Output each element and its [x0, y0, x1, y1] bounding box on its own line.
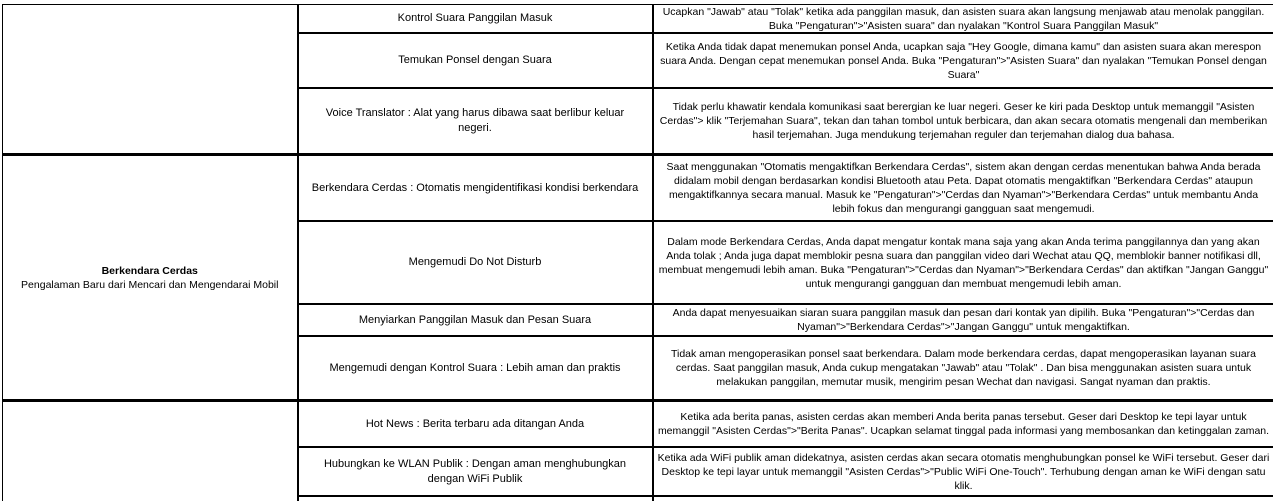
feature-cell [298, 33, 653, 88]
description-text: Dalam mode Berkendara Cerdas, Anda dapat mengatur kontak mana saja yang akan Anda terima panggilannya dan yang akan Anda tolak ; Anda juga dapat memblokir pesna suara dan panggilan video dari Wechat atau QQ, memblokir banner notifikasi dll, membuat mengemudi lebih aman. Buka "Pengaturan">"Cerdas dan Nyaman">"Berkendara Cerdas" dan aktifkan "Jangan Ganggu" untuk mengurangi gangguan dan membuat mengemudi lebih aman. [658, 235, 1269, 290]
feature-cell [298, 5, 653, 34]
table-row [3, 5, 1273, 34]
description-cell [653, 88, 1273, 155]
description-cell [653, 304, 1273, 336]
description-text: Ketika ada WiFi publik aman didekatnya, asisten cerdas akan secara otomatis menghubungkan ponsel ke WiFi tersebut. Geser dari Desktop ke tepi layar untuk memanggil "Asisten Cerdas">"Public WiFi One-Touch". Terhubung dengan aman ke WiFi dengan satu klik. [657, 451, 1270, 492]
feature-label: Voice Translator : Alat yang harus dibawa saat berlibur keluar negeri. [325, 107, 625, 134]
category-title: Berkendara Cerdas [101, 264, 198, 277]
feature-cell [298, 221, 653, 304]
description-text: Tidak perlu khawatir kendala komunikasi saat berergian ke luar negeri. Geser ke kiri pada Desktop untuk memanggil "Asisten Cerdas"> klik "Terjemahan Suara", tekan dan tahan tombol untuk berbicara, dan akan secara otomatis mengenali dan memberikan hasil terjemahan. Juga mendukung terjemahan reguler dan terjemahan dialog dua bahasa. [659, 101, 1268, 141]
category-cell [3, 401, 298, 501]
feature-cell [298, 155, 653, 222]
category-subtitle: Pengalaman Baru dari Mencari dan Mengendarai Mobil [21, 278, 279, 291]
feature-cell [298, 447, 653, 496]
description-cell [653, 496, 1273, 501]
description-cell [653, 447, 1273, 496]
feature-cell [298, 401, 653, 448]
description-text: Ketika ada berita panas, asisten cerdas akan memberi Anda berita panas tersebut. Geser dari Desktop ke tepi layar untuk memanggil "Asisten Cerdas">"Berita Panas". Ucapkan selamat tinggal pada informasi yang membosankan dan ketinggalan zaman. [657, 411, 1270, 437]
feature-label: Hubungkan ke WLAN Publik : Dengan aman menghubungkan dengan WiFi Publik [323, 457, 627, 485]
table-row [3, 401, 1273, 448]
feature-label: Hot News : Berita terbaru ada ditangan Anda [365, 417, 585, 430]
description-text: Anda dapat menyesuaikan siaran suara panggilan masuk dan pesan dari kontak yan dipilih. Buka "Pengaturan">"Cerdas dan Nyaman">"Berkendara Cerdas">"Jangan Ganggu" untuk mengaktifkan. [672, 307, 1255, 333]
table-row [3, 155, 1273, 222]
category-cell-berkendara-cerdas [3, 155, 298, 401]
feature-cell [298, 496, 653, 501]
feature-label: Kontrol Suara Panggilan Masuk [397, 12, 553, 24]
feature-cell [298, 336, 653, 401]
feature-cell [298, 88, 653, 155]
description-cell [653, 33, 1273, 88]
feature-label: Menyiarkan Panggilan Masuk dan Pesan Suara [358, 313, 592, 326]
description-text: Ucapkan "Jawab" atau "Tolak" ketika ada panggilan masuk, dan asisten suara akan langsung menjawab atau menolak panggilan. Buka "Pengaturan">"Asisten suara" dan nyalakan "Kontrol Suara Panggilan Masuk" [662, 5, 1265, 32]
description-cell [653, 336, 1273, 401]
feature-label: Berkendara Cerdas : Otomatis mengidentifikasi kondisi berkendara [311, 181, 639, 194]
feature-label: Mengemudi dengan Kontrol Suara : Lebih aman dan praktis [329, 361, 621, 374]
description-cell [653, 5, 1273, 34]
description-text: Tidak aman mengoperasikan ponsel saat berkendara. Dalam mode berkendara cerdas, dapat mengoperasikan layanan suara cerdas. Saat panggilan masuk, Anda cukup mengatakan "Jawab" atau "Tolak" . Dan bisa menggunakan asisten suara untuk melakukan panggilan, memutar musik, mengirim pesan Wechat dan navigasi. Sangat nyaman dan praktis. [670, 348, 1257, 388]
description-cell [653, 401, 1273, 448]
category-cell [3, 5, 298, 155]
description-text: Saat menggunakan "Otomatis mengaktifkan Berkendara Cerdas", sistem akan dengan cerdas menentukan bahwa Anda berada didalam mobil dengan berdasarkan kondisi Bluetooth atau Peta. Dapat otomatis mengaktifkan "Berkendara Cerdas" ataupun mengaktifkannya secara manual. Masuk ke "Pengaturan">"Cerdas dan Nyaman">"Berkendara Cerdas" untuk membantu Anda lebih fokus dan mengurangi gangguan saat mengemudi. [666, 161, 1261, 215]
description-cell [653, 221, 1273, 304]
description-text: Ketika Anda tidak dapat menemukan ponsel Anda, ucapkan saja "Hey Google, dimana kamu" dan asisten suara akan merespon suara Anda. Dengan cepat menemukan ponsel Anda. Buka "Pengaturan">"Asisten Suara" dan nyalakan "Temukan Ponsel dengan Suara" [660, 40, 1267, 81]
feature-label: Mengemudi Do Not Disturb [408, 256, 542, 268]
features-table [2, 4, 1273, 501]
feature-label: Temukan Ponsel dengan Suara [398, 54, 552, 66]
feature-cell [298, 304, 653, 336]
description-cell [653, 155, 1273, 222]
